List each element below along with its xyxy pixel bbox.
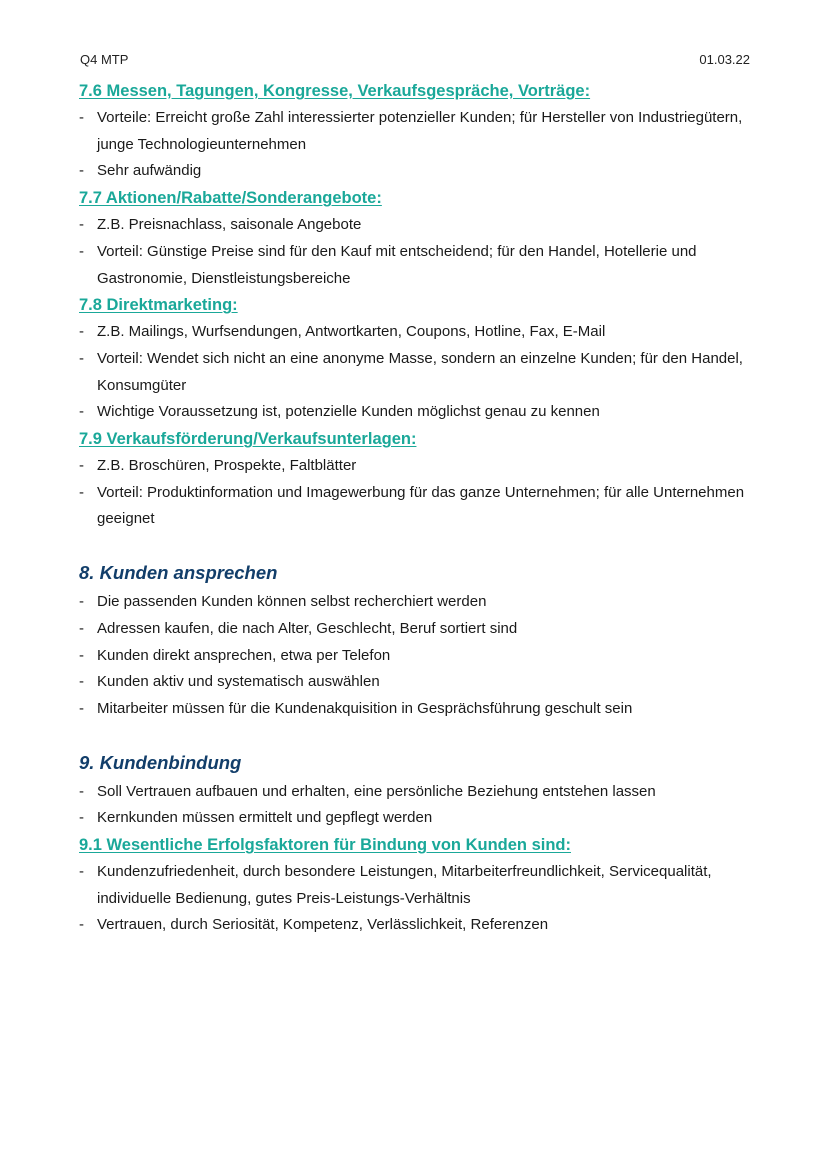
section-7-8 <box>79 292 759 426</box>
list-item: - Adressen kaufen, die nach Alter, Geschlecht, Beruf sortiert sind <box>79 619 518 637</box>
list-item: - Vorteil: Produktinformation und Imagewerbung für das ganze Unternehmen; für alle Unternehmen geeignet <box>79 483 745 528</box>
list-item: - Vorteil: Wendet sich nicht an eine anonyme Masse, sondern an einzelne Kunden; für den Handel, Konsumgüter <box>79 349 743 394</box>
section-heading: 7.7 Aktionen/Rabatte/Sonderangebote: <box>79 189 382 208</box>
section-spacer <box>79 723 759 749</box>
list-item: - Kernkunden müssen ermittelt und gepflegt werden <box>79 809 433 827</box>
bullet-list <box>79 105 759 185</box>
section-7-7 <box>79 185 759 292</box>
list-item: - Kunden direkt ansprechen, etwa per Telefon <box>79 646 391 664</box>
list-item: - Z.B. Preisnachlass, saisonale Angebote <box>79 216 362 234</box>
section-9 <box>79 749 759 940</box>
bullet-list <box>79 319 759 426</box>
list-item: - Kundenzufriedenheit, durch besondere Leistungen, Mitarbeiterfreundlichkeit, Servicequalität, individuelle Bedienung, gutes Preis-Leistungs-Verhältnis <box>79 863 712 907</box>
list-item: - Soll Vertrauen aufbauen und erhalten, eine persönliche Beziehung entstehen lassen <box>79 782 656 800</box>
list-item: - Wichtige Voraussetzung ist, potenzielle Kunden möglichst genau zu kennen <box>79 403 600 421</box>
list-item: - Mitarbeiter müssen für die Kundenakquisition in Gesprächsführung geschult sein <box>79 699 633 717</box>
list-item: - Vertrauen, durch Seriosität, Kompetenz, Verlässlichkeit, Referenzen <box>79 916 549 934</box>
bullet-list <box>79 779 759 832</box>
section-7-6 <box>79 78 759 185</box>
header-date: 01.03.22 <box>699 52 750 67</box>
section-spacer <box>79 533 759 559</box>
list-item: - Z.B. Mailings, Wurfsendungen, Antwortkarten, Coupons, Hotline, Fax, E-Mail <box>79 323 606 341</box>
bullet-list <box>79 453 759 533</box>
chapter-heading: 9. Kundenbindung <box>79 751 242 773</box>
list-item: - Kunden aktiv und systematisch auswählen <box>79 673 380 691</box>
section-7-9 <box>79 426 759 533</box>
page-header <box>80 52 750 67</box>
list-item: - Vorteil: Günstige Preise sind für den Kauf mit entscheidend; für den Handel, Hotellerie und Gastronomie, Dienstleistungsbereiche <box>79 242 697 287</box>
section-heading: 7.8 Direktmarketing: <box>79 296 238 315</box>
bullet-list <box>79 589 759 723</box>
section-8 <box>79 559 759 723</box>
section-heading: 7.9 Verkaufsförderung/Verkaufsunterlagen: <box>79 430 417 449</box>
bullet-list <box>79 859 759 939</box>
section-heading: 7.6 Messen, Tagungen, Kongresse, Verkaufsgespräche, Vorträge: <box>79 82 591 100</box>
list-item: - Sehr aufwändig <box>79 162 202 180</box>
chapter-heading: 8. Kunden ansprechen <box>79 562 278 584</box>
list-item: - Die passenden Kunden können selbst recherchiert werden <box>79 593 487 611</box>
list-item: - Vorteile: Erreicht große Zahl interessierter potenzieller Kunden; für Hersteller von Industriegütern, junge Technologieunternehmen <box>79 109 743 153</box>
section-heading: 9.1 Wesentliche Erfolgsfaktoren für Bindung von Kunden sind: <box>79 836 571 855</box>
bullet-list <box>79 212 759 292</box>
document-content <box>79 78 759 939</box>
list-item: - Z.B. Broschüren, Prospekte, Faltblätter <box>79 457 357 475</box>
header-course: Q4 MTP <box>80 52 129 67</box>
